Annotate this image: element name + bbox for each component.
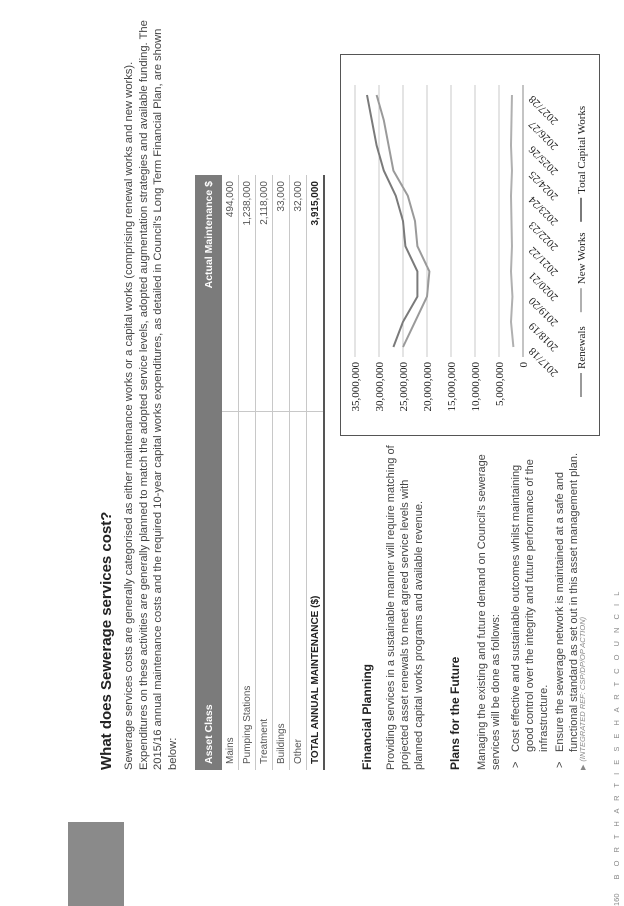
row-value: 1,238,000 — [239, 175, 256, 412]
table-row — [290, 175, 307, 770]
x-tick-label: 2020/21 — [526, 269, 561, 304]
row-asset: Other — [290, 412, 307, 770]
legend-label: New Works — [576, 232, 588, 285]
table-row — [222, 175, 239, 770]
x-tick-label: 2022/23 — [526, 218, 561, 253]
bullet-text: Cost effective and sustainable outcomes whilst maintaining good control over the integrity and future performance of the infrastructure. — [510, 459, 550, 752]
row-asset: Buildings — [273, 412, 290, 770]
bullet-marker: > — [554, 761, 566, 768]
series-line — [367, 95, 417, 347]
page-number: 160 — [612, 893, 621, 906]
total-label: TOTAL ANNUAL MAINTENANCE ($) — [307, 412, 325, 770]
x-tick-label: 2025/26 — [526, 143, 561, 178]
page-tab — [68, 822, 124, 906]
y-tick-label: 0 — [518, 362, 530, 368]
row-asset: Pumping Stations — [239, 412, 256, 770]
x-tick-label: 2021/22 — [526, 244, 561, 279]
x-tick-label: 2024/25 — [526, 168, 561, 203]
page-title: What does Sewerage services cost? — [98, 511, 115, 770]
table-total-row — [307, 175, 325, 770]
row-value: 32,000 — [290, 175, 307, 412]
x-tick-label: 2023/24 — [526, 193, 561, 228]
table-row — [239, 175, 256, 770]
header-actual-maintenance: Actual Maintenance $ — [195, 175, 222, 412]
chart-svg — [341, 55, 599, 435]
row-value: 494,000 — [222, 175, 239, 412]
legend-label: Renewals — [576, 326, 588, 369]
header-asset-class: Asset Class — [195, 412, 222, 770]
x-tick-label: 2018/19 — [526, 319, 561, 354]
x-tick-label: 2017/18 — [526, 344, 561, 379]
y-tick-label: 35,000,000 — [350, 362, 362, 412]
financial-planning-text: Providing services in a sustainable manner will require matching of projected asset renewals to meet agreed service levels with planned capital works programs and available revenue. — [385, 445, 425, 770]
plans-heading: Plans for the Future — [448, 656, 462, 770]
y-tick-label: 5,000,000 — [494, 362, 506, 406]
x-tick-label: 2019/20 — [526, 294, 561, 329]
y-tick-label: 20,000,000 — [422, 362, 434, 412]
row-asset: Treatment — [256, 412, 273, 770]
bullet-marker: > — [510, 761, 522, 768]
row-asset: Mains — [222, 412, 239, 770]
y-tick-label: 30,000,000 — [374, 362, 386, 412]
ref-text: (INTEGRATED REF: CSP/DP/OP ACTION) — [578, 616, 587, 762]
total-value: 3,915,000 — [307, 175, 325, 412]
table-row — [273, 175, 290, 770]
list-item — [509, 440, 551, 770]
y-tick-label: 10,000,000 — [470, 362, 482, 412]
triangle-icon: ▶ — [580, 764, 587, 770]
x-tick-label: 2026/27 — [526, 118, 561, 153]
integrated-ref — [578, 617, 587, 770]
y-tick-label: 15,000,000 — [446, 362, 458, 412]
list-item — [553, 440, 581, 770]
footer — [612, 589, 621, 906]
intro-paragraph: Sewerage services costs are generally categorised as either maintenance works or a capital works (comprising renewal works and new works). Expenditures on these activities are generally planned to match the adopted service levels, adopted augmentation strategies and available funding. The 2015/16 annual maintenance costs and the required 10-year capital works expenditures, as detailed in Council's Long Term Financial Plan, are shown below: — [123, 20, 179, 770]
bullet-text: Ensure the sewerage network is maintained at a safe and functional standard as set out in this asset management plan. — [554, 452, 580, 752]
financial-planning-heading: Financial Planning — [360, 663, 374, 770]
maintenance-table — [195, 175, 325, 770]
plans-text: Managing the existing and future demand on Council's sewerage services will be done as follows: — [476, 454, 502, 770]
plans-bullet-list — [509, 440, 583, 770]
table-row — [256, 175, 273, 770]
series-line — [511, 95, 513, 347]
footer-text: B O R T H A R T I E S E H A R T C O U N C I L — [612, 588, 621, 880]
row-value: 2,118,000 — [256, 175, 273, 412]
table-header-row — [195, 175, 222, 770]
row-value: 33,000 — [273, 175, 290, 412]
legend-label: Total Capital Works — [576, 105, 588, 194]
capital-works-chart — [340, 54, 600, 436]
x-tick-label: 2027/28 — [526, 92, 561, 127]
y-tick-label: 25,000,000 — [398, 362, 410, 412]
